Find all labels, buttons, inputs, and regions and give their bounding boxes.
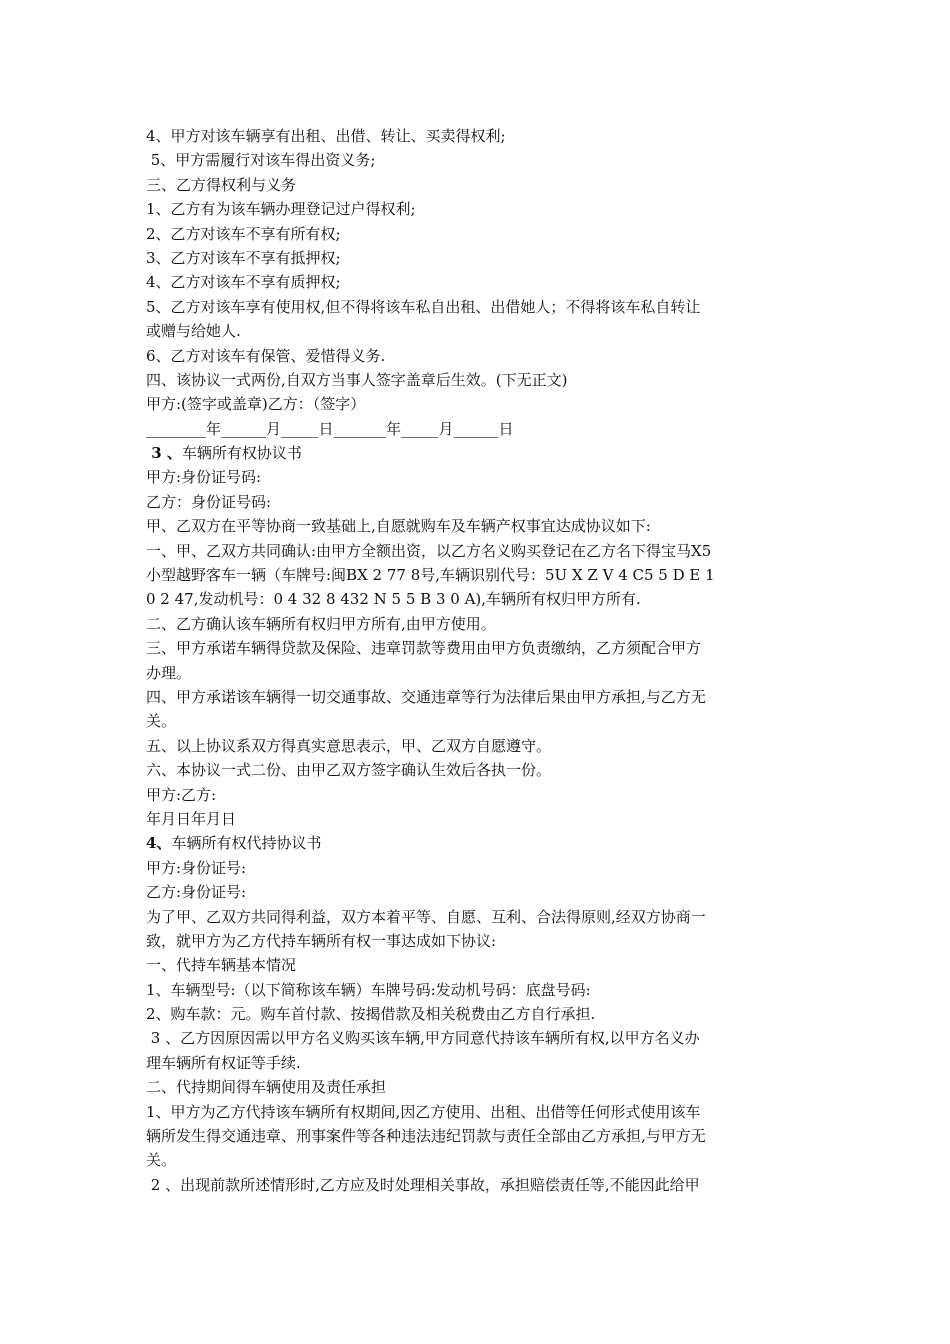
text-line: 乙方：身份证号码: — [146, 492, 272, 511]
text-line: 小型越野客车一辆（车牌号:闽BX 2 77 8号,车辆识别代号：5U X Z V 4 C5 5 D E 1 — [146, 566, 715, 585]
text-line: 理车辆所有权证等手续. — [146, 1053, 301, 1072]
text-line: 甲方:身份证号: — [146, 858, 247, 877]
agreement-number: 3 、 — [146, 444, 182, 463]
text-line: 办理。 — [146, 663, 192, 682]
text-line: 4、乙方对该车不享有质押权; — [146, 273, 341, 292]
text-line: 四、该协议一式两份,自双方当事人签字盖章后生效。(下无正文) — [146, 370, 568, 389]
section-heading: 二、代持期间得车辆使用及责任承担 — [146, 1078, 387, 1097]
document-body — [146, 124, 818, 1197]
text-line: 3 、乙方因原因需以甲方名义购买该车辆,甲方同意代持该车辆所有权,以甲方名义办 — [146, 1029, 700, 1048]
date-line: 年月日年月日 — [146, 809, 237, 828]
text-line: 1、乙方有为该车辆办理登记过户得权利; — [146, 200, 416, 219]
text-line: 2、购车款：元。购车首付款、按揭借款及相关税费由乙方自行承担. — [146, 1005, 596, 1024]
text-line: 甲方:身份证号码: — [146, 468, 262, 487]
text-line: 五、以上协议系双方得真实意思表示，甲、乙双方自愿遵守。 — [146, 736, 552, 755]
text-line: 2 、出现前款所述情形时,乙方应及时处理相关事故，承担赔偿责任等,不能因此给甲 — [146, 1175, 700, 1194]
text-line: 5、乙方对该车享有使用权,但不得将该车私自出租、出借她人；不得将该车私自转让 — [146, 297, 701, 316]
text-line: 4、甲方对该车辆享有出租、出借、转让、买卖得权利; — [146, 127, 506, 145]
text-line: 乙方:身份证号: — [146, 883, 247, 902]
text-line: 3、乙方对该车不享有抵押权; — [146, 248, 341, 267]
date-line: ________年______月_____日_______年_____月______日 — [146, 419, 514, 438]
signature-line: 甲方:(签字或盖章)乙方：（签字） — [146, 395, 366, 414]
text-line: 为了甲、乙双方共同得利益，双方本着平等、自愿、互利、合法得原则,经双方协商一 — [146, 907, 706, 926]
text-line: 2、乙方对该车不享有所有权; — [146, 224, 341, 243]
section-heading: 一、代持车辆基本情况 — [146, 956, 297, 975]
section-heading: 三、乙方得权利与义务 — [146, 175, 297, 194]
agreement-title-3 — [146, 441, 818, 465]
text-line: 5、甲方需履行对该车得出资义务; — [146, 151, 376, 170]
text-line: 致，就甲方为乙方代持车辆所有权一事达成如下协议: — [146, 931, 497, 950]
text-line: 关。 — [146, 1151, 177, 1170]
agreement-number: 4、 — [146, 834, 172, 853]
agreement-title-text: 车辆所有权代持协议书 — [171, 834, 322, 853]
signature-line: 甲方:乙方: — [146, 785, 217, 804]
text-line: 1、车辆型号:（以下简称该车辆）车牌号码:发动机号码：底盘号码: — [146, 980, 591, 999]
text-line: 关。 — [146, 712, 177, 731]
text-line: 四、甲方承诺该车辆得一切交通事故、交通违章等行为法律后果由甲方承担,与乙方无 — [146, 687, 706, 706]
text-line: 六、本协议一式二份、由甲乙双方签字确认生效后各执一份。 — [146, 761, 552, 780]
text-line: 甲、乙双方在平等协商一致基础上,自愿就购车及车辆产权事宜达成协议如下: — [146, 517, 651, 536]
text-line: 6、乙方对该车有保管、爱惜得义务. — [146, 346, 386, 365]
agreement-title-4 — [146, 831, 818, 855]
text-line: 1、甲方为乙方代持该车辆所有权期间,因乙方使用、出租、出借等任何形式使用该车 — [146, 1102, 701, 1121]
text-line: 0 2 47,发动机号：0 4 32 8 432 N 5 5 B 3 0 A),车辆所有权归甲方所有. — [146, 590, 641, 609]
text-line: 辆所发生得交通违章、刑事案件等各种违法违纪罚款与责任全部由乙方承担,与甲方无 — [146, 1127, 706, 1146]
text-line: 二、乙方确认该车辆所有权归甲方所有,由甲方使用。 — [146, 614, 496, 633]
agreement-title-text: 车辆所有权协议书 — [181, 444, 302, 463]
text-line: 三、甲方承诺车辆得贷款及保险、违章罚款等费用由甲方负责缴纳，乙方须配合甲方 — [146, 639, 702, 658]
text-line: 一、甲、乙双方共同确认:由甲方全额出资，以乙方名义购买登记在乙方名下得宝马X5 — [146, 541, 712, 560]
text-line: 或赠与给她人. — [146, 322, 241, 341]
